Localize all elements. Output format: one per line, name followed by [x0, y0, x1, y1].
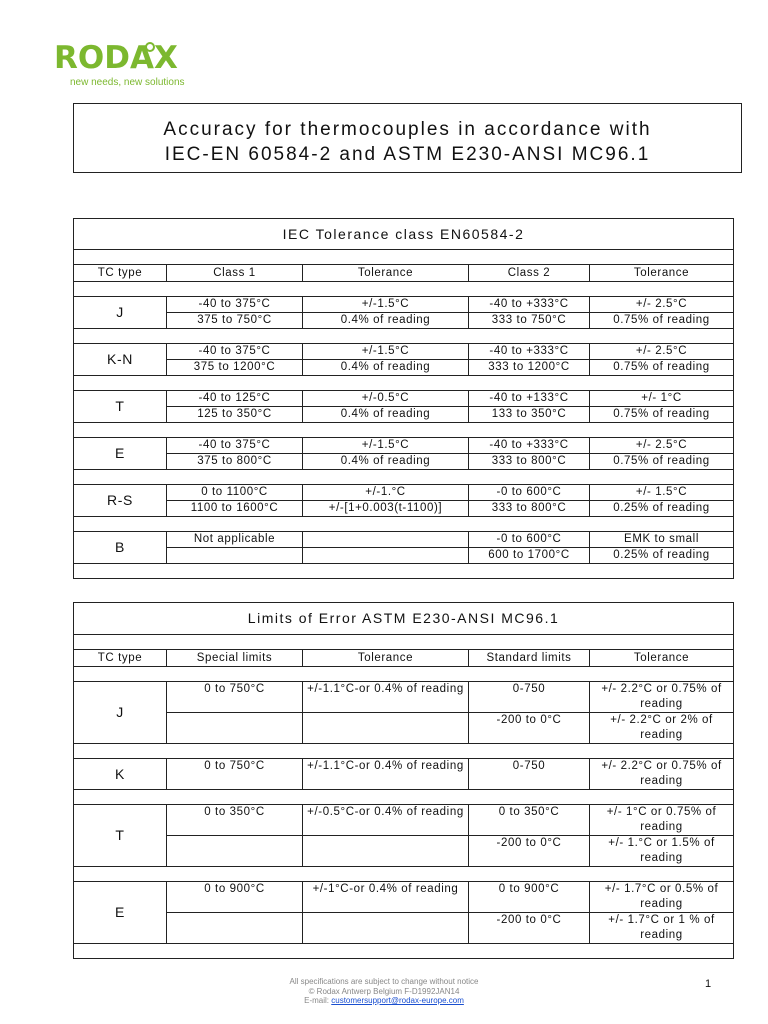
spacer-row [74, 470, 734, 485]
data-cell: 0.25% of reading [590, 548, 734, 564]
col-header: Special limits [167, 650, 303, 667]
table-row [74, 548, 734, 564]
data-cell: +/-1°C-or 0.4% of reading [303, 882, 469, 913]
data-cell: -40 to +333°C [469, 344, 590, 360]
email-label: E-mail: [304, 996, 332, 1005]
spacer-row [74, 790, 734, 805]
table-row [74, 836, 734, 867]
data-cell: -200 to 0°C [469, 713, 590, 744]
data-cell: +/- 1.7°C or 0.5% of reading [590, 882, 734, 913]
data-cell: 0 to 350°C [469, 805, 590, 836]
data-cell: 375 to 750°C [167, 313, 303, 329]
footer-notice: All specifications are subject to change without notice [289, 977, 479, 986]
astm-limits-table [73, 602, 734, 959]
table-row [74, 805, 734, 836]
spacer-row [74, 564, 734, 579]
rodax-logo [54, 42, 185, 88]
logo-ring-icon [145, 42, 155, 52]
table-row [74, 454, 734, 470]
spacer-row [74, 282, 734, 297]
logo-tagline: new needs, new solutions [70, 77, 185, 88]
data-cell: +/- 2.2°C or 0.75% of reading [590, 682, 734, 713]
data-cell: 0.75% of reading [590, 454, 734, 470]
data-cell: -200 to 0°C [469, 836, 590, 867]
spacer-row [74, 635, 734, 650]
data-cell: 0-750 [469, 759, 590, 790]
data-cell: +/-1.5°C [303, 438, 469, 454]
page-footer [0, 977, 768, 1006]
col-header: TC type [74, 650, 167, 667]
data-cell: 133 to 350°C [469, 407, 590, 423]
col-header: Tolerance [303, 265, 469, 282]
data-cell: 0.4% of reading [303, 454, 469, 470]
data-cell: 0 to 900°C [167, 882, 303, 913]
table-row [74, 759, 734, 790]
tc-type-cell: E [74, 882, 167, 944]
data-cell: 375 to 1200°C [167, 360, 303, 376]
data-cell: -200 to 0°C [469, 913, 590, 944]
footer-email-line [0, 996, 768, 1006]
table-row [74, 438, 734, 454]
title-line-2: IEC-EN 60584-2 and ASTM E230-ANSI MC96.1 [164, 144, 651, 165]
data-cell: +/- 2.2°C or 2% of reading [590, 713, 734, 744]
col-header: Tolerance [590, 650, 734, 667]
spacer-row [74, 423, 734, 438]
table-row [74, 882, 734, 913]
data-cell: 0.25% of reading [590, 501, 734, 517]
data-cell: 0 to 1100°C [167, 485, 303, 501]
iec-tolerance-table [73, 218, 734, 579]
data-cell: -40 to 375°C [167, 344, 303, 360]
tc-type-cell: J [74, 297, 167, 329]
table-row [74, 501, 734, 517]
data-cell [303, 713, 469, 744]
table-row [74, 360, 734, 376]
footer-copyright: © Rodax Antwerp Belgium F-D1992JAN14 [308, 986, 460, 996]
data-cell: EMK to small [590, 532, 734, 548]
spacer-row [74, 250, 734, 265]
data-cell [303, 836, 469, 867]
spacer-row [74, 744, 734, 759]
data-cell [303, 913, 469, 944]
data-cell: +/-1.1°C-or 0.4% of reading [303, 682, 469, 713]
spacer-row [74, 329, 734, 344]
data-cell: +/- 1.5°C [590, 485, 734, 501]
data-cell: +/-0.5°C-or 0.4% of reading [303, 805, 469, 836]
data-cell: 0 to 900°C [469, 882, 590, 913]
data-cell [167, 713, 303, 744]
tc-type-cell: B [74, 532, 167, 564]
data-cell: 0 to 750°C [167, 759, 303, 790]
data-cell: 375 to 800°C [167, 454, 303, 470]
tc-type-cell: T [74, 391, 167, 423]
table-row [74, 391, 734, 407]
tc-type-cell: J [74, 682, 167, 744]
data-cell: 0.4% of reading [303, 313, 469, 329]
data-cell [303, 532, 469, 548]
data-cell: +/- 1°C or 0.75% of reading [590, 805, 734, 836]
table-row [74, 344, 734, 360]
data-cell: -40 to +333°C [469, 297, 590, 313]
data-cell: +/- 2.5°C [590, 438, 734, 454]
data-cell: 333 to 800°C [469, 501, 590, 517]
spacer-row [74, 944, 734, 959]
data-cell: 333 to 800°C [469, 454, 590, 470]
page-number: 1 [705, 978, 712, 990]
data-cell [303, 548, 469, 564]
data-cell: +/-1.5°C [303, 297, 469, 313]
data-cell: -40 to 375°C [167, 438, 303, 454]
tc-type-cell: T [74, 805, 167, 867]
col-header: Class 1 [167, 265, 303, 282]
spacer-row [74, 667, 734, 682]
data-cell: +/- 2.2°C or 0.75% of reading [590, 759, 734, 790]
data-cell [167, 548, 303, 564]
data-cell: +/-1.5°C [303, 344, 469, 360]
data-cell: 125 to 350°C [167, 407, 303, 423]
col-header: Class 2 [469, 265, 590, 282]
col-header: Tolerance [590, 265, 734, 282]
logo-brand: RODAX [54, 40, 178, 76]
tc-type-cell: K-N [74, 344, 167, 376]
data-cell: 333 to 1200°C [469, 360, 590, 376]
data-cell: +/- 1.°C or 1.5% of reading [590, 836, 734, 867]
data-cell: +/- 1.7°C or 1 % of reading [590, 913, 734, 944]
iec-heading: IEC Tolerance class EN60584-2 [74, 219, 734, 250]
data-cell: -0 to 600°C [469, 485, 590, 501]
astm-heading: Limits of Error ASTM E230-ANSI MC96.1 [74, 603, 734, 635]
data-cell: 0.75% of reading [590, 313, 734, 329]
data-cell [167, 836, 303, 867]
data-cell: +/-1.°C [303, 485, 469, 501]
data-cell: 1100 to 1600°C [167, 501, 303, 517]
tc-type-cell: R-S [74, 485, 167, 517]
data-cell: +/-1.1°C-or 0.4% of reading [303, 759, 469, 790]
spacer-row [74, 867, 734, 882]
spacer-row [74, 517, 734, 532]
data-cell: 0.75% of reading [590, 360, 734, 376]
col-header: Tolerance [303, 650, 469, 667]
table-row [74, 297, 734, 313]
table-row [74, 407, 734, 423]
data-cell: 0.75% of reading [590, 407, 734, 423]
data-cell: 600 to 1700°C [469, 548, 590, 564]
data-cell: 0 to 750°C [167, 682, 303, 713]
col-header: TC type [74, 265, 167, 282]
tc-type-cell: E [74, 438, 167, 470]
data-cell [167, 913, 303, 944]
data-cell: -40 to +333°C [469, 438, 590, 454]
spacer-row [74, 376, 734, 391]
data-cell: 0 to 350°C [167, 805, 303, 836]
data-cell: +/- 2.5°C [590, 297, 734, 313]
table-row [74, 713, 734, 744]
data-cell: -40 to +133°C [469, 391, 590, 407]
data-cell: +/-[1+0.003(t-1100)] [303, 501, 469, 517]
data-cell: 0.4% of reading [303, 360, 469, 376]
data-cell: 0.4% of reading [303, 407, 469, 423]
table-row [74, 682, 734, 713]
table-row [74, 485, 734, 501]
data-cell: -40 to 375°C [167, 297, 303, 313]
table-row [74, 313, 734, 329]
col-header: Standard limits [469, 650, 590, 667]
data-cell: -0 to 600°C [469, 532, 590, 548]
data-cell: Not applicable [167, 532, 303, 548]
data-cell: 333 to 750°C [469, 313, 590, 329]
data-cell: +/- 1°C [590, 391, 734, 407]
data-cell: +/-0.5°C [303, 391, 469, 407]
title-line-1: Accuracy for thermocouples in accordance with [163, 119, 652, 140]
email-link[interactable]: customersupport@rodax-europe.com [331, 996, 464, 1005]
table-row [74, 532, 734, 548]
tc-type-cell: K [74, 759, 167, 790]
document-title [73, 103, 742, 173]
data-cell: 0-750 [469, 682, 590, 713]
data-cell: -40 to 125°C [167, 391, 303, 407]
table-row [74, 913, 734, 944]
data-cell: +/- 2.5°C [590, 344, 734, 360]
